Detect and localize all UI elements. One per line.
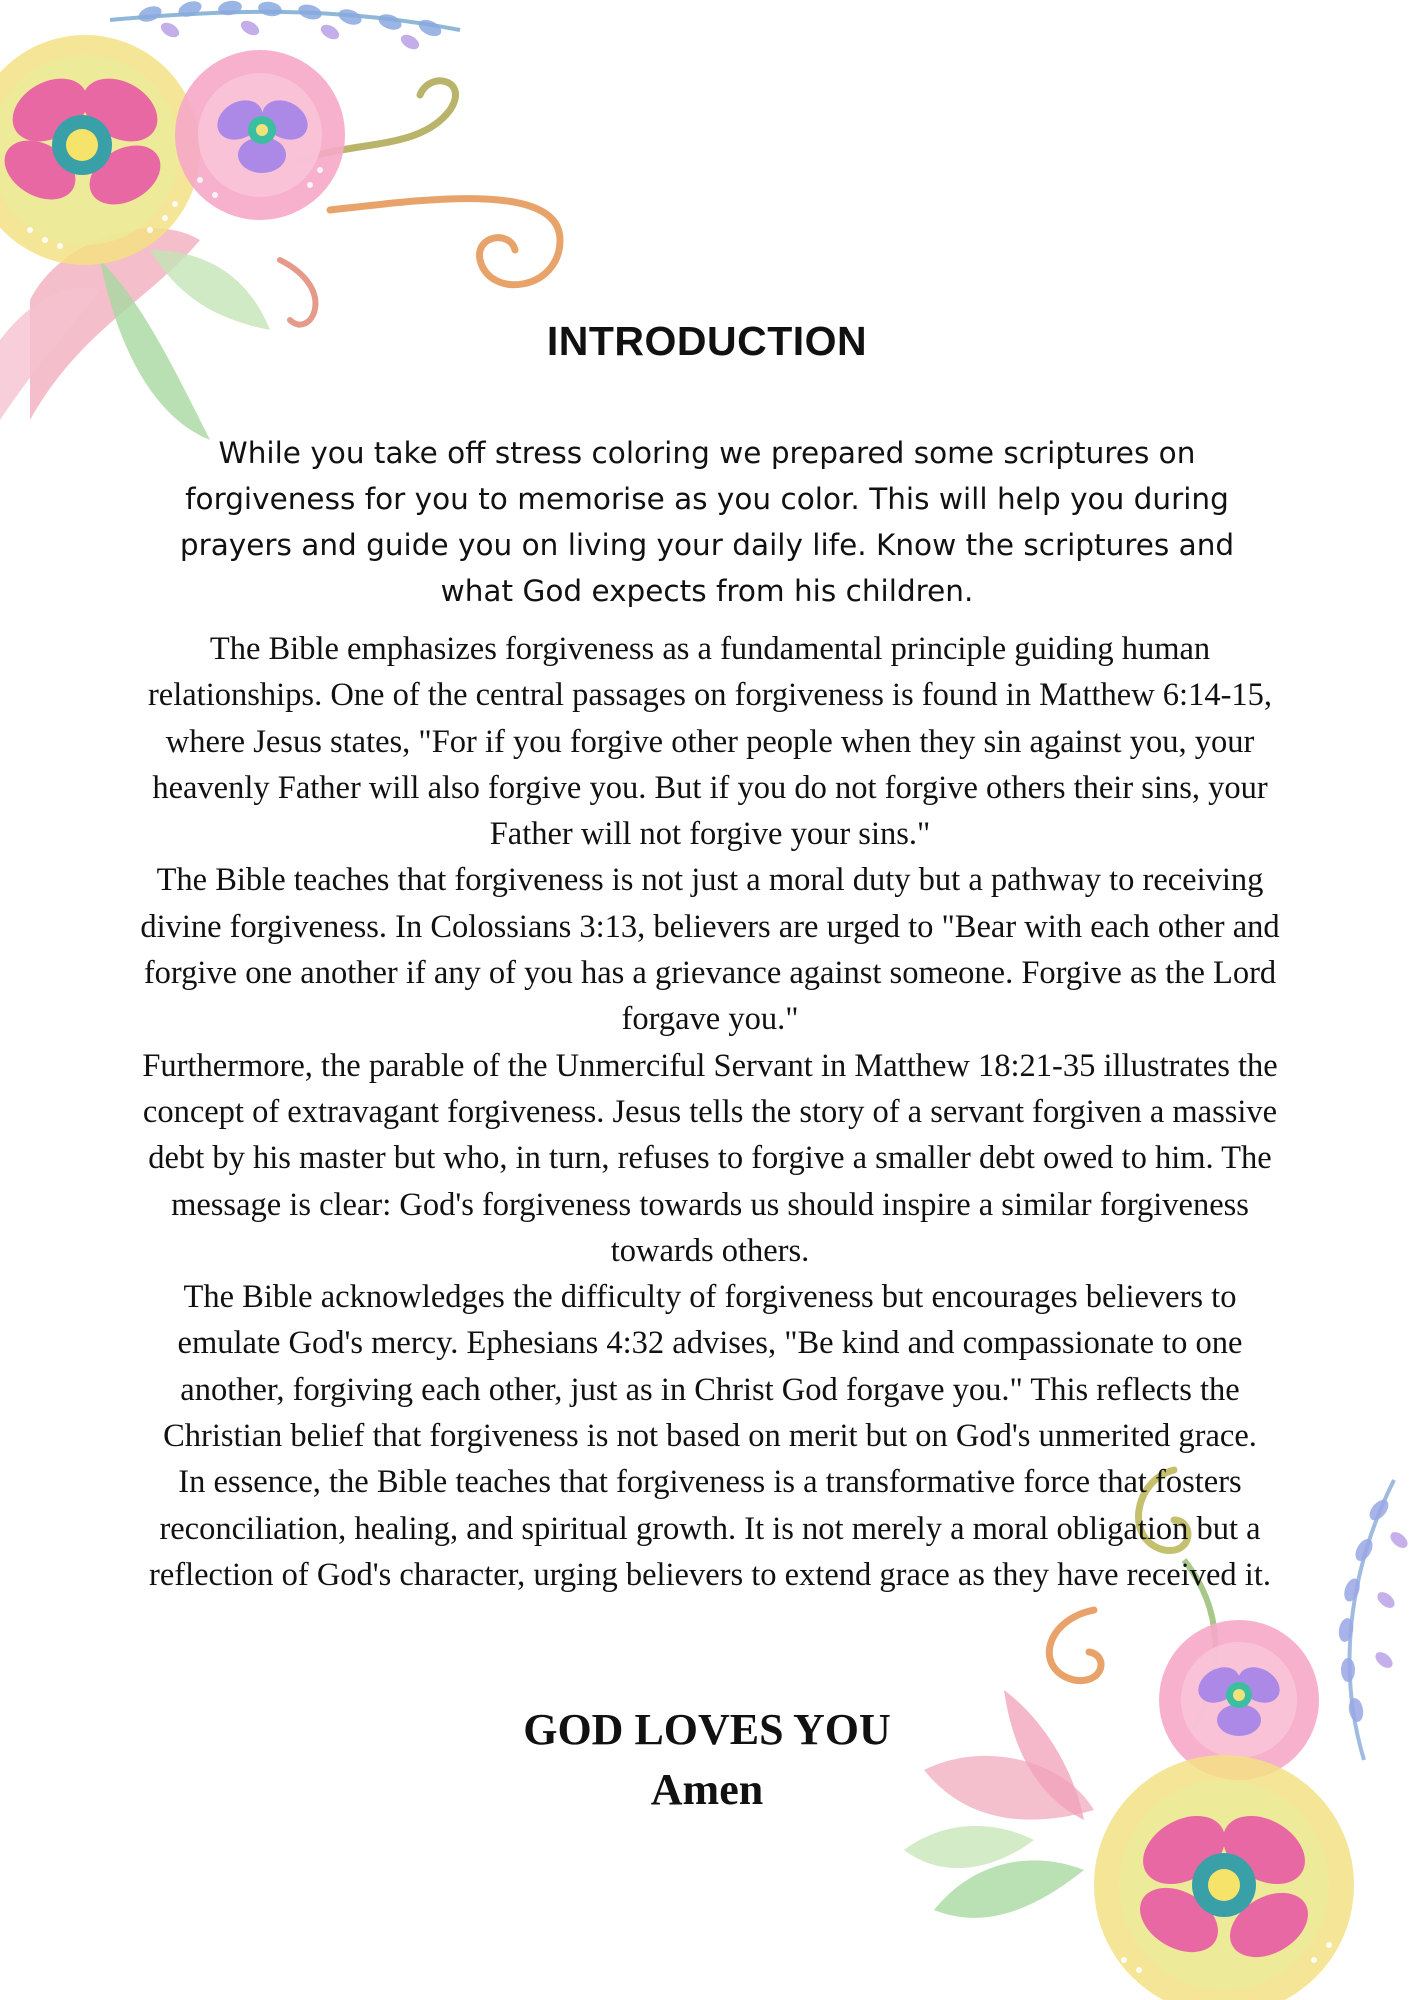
page-title: INTRODUCTION [546,318,868,364]
closing-block [0,1700,1414,1820]
closing-line-amen: Amen [650,1765,764,1814]
body-paragraph-3: Furthermore, the parable of the Unmerciful Servant in Matthew 18:21-35 illustrates the concept of extravagant forgiveness. Jesus tells the story of a servant forgiven a massive debt by his master but who, in turn, refuses to forgive a smaller debt owed to him. The message is clear: God's forgiveness towards us should inspire a similar forgiveness towards others. [142,1047,1278,1269]
body-text [130,626,1290,1598]
intro-paragraph: While you take off stress coloring we prepared some scriptures on forgiveness for you to memorise as you color. This will help you during prayers and guide you on living your daily life. Know the scriptures and what God expects from his children. [179,436,1235,608]
body-paragraph-1: The Bible emphasizes forgiveness as a fundamental principle guiding human relationships. One of the central passages on forgiveness is found in Matthew 6:14-15, where Jesus states, "For if you forgive other people when they sin against you, your heavenly Father will also forgive you. But if you do not forgive others their sins, your Father will not forgive your sins." [147,631,1273,853]
body-paragraph-5: In essence, the Bible teaches that forgiveness is a transformative force that fosters reconciliation, healing, and spiritual growth. It is not merely a moral obligation but a reflection of God's character, urging believers to extend grace as they have received it. [149,1464,1271,1593]
floral-corner-top-left-icon [0,0,600,480]
closing-line-god-loves-you: GOD LOVES YOU [523,1705,891,1754]
body-paragraph-4: The Bible acknowledges the difficulty of forgiveness but encourages believers to emulate God's mercy. Ephesians 4:32 advises, "Be kind and compassionate to one another, forgiving each other, just as in Christ God forgave you." This reflects the Christian belief that forgiveness is not based on merit but on God's unmerited grace. [163,1279,1257,1455]
body-paragraph-2: The Bible teaches that forgiveness is not just a moral duty but a pathway to receiving divine forgiveness. In Colossians 3:13, believers are urged to "Bear with each other and forgive one another if any of you has a grievance against someone. Forgive as the Lord forgave you." [140,862,1280,1038]
